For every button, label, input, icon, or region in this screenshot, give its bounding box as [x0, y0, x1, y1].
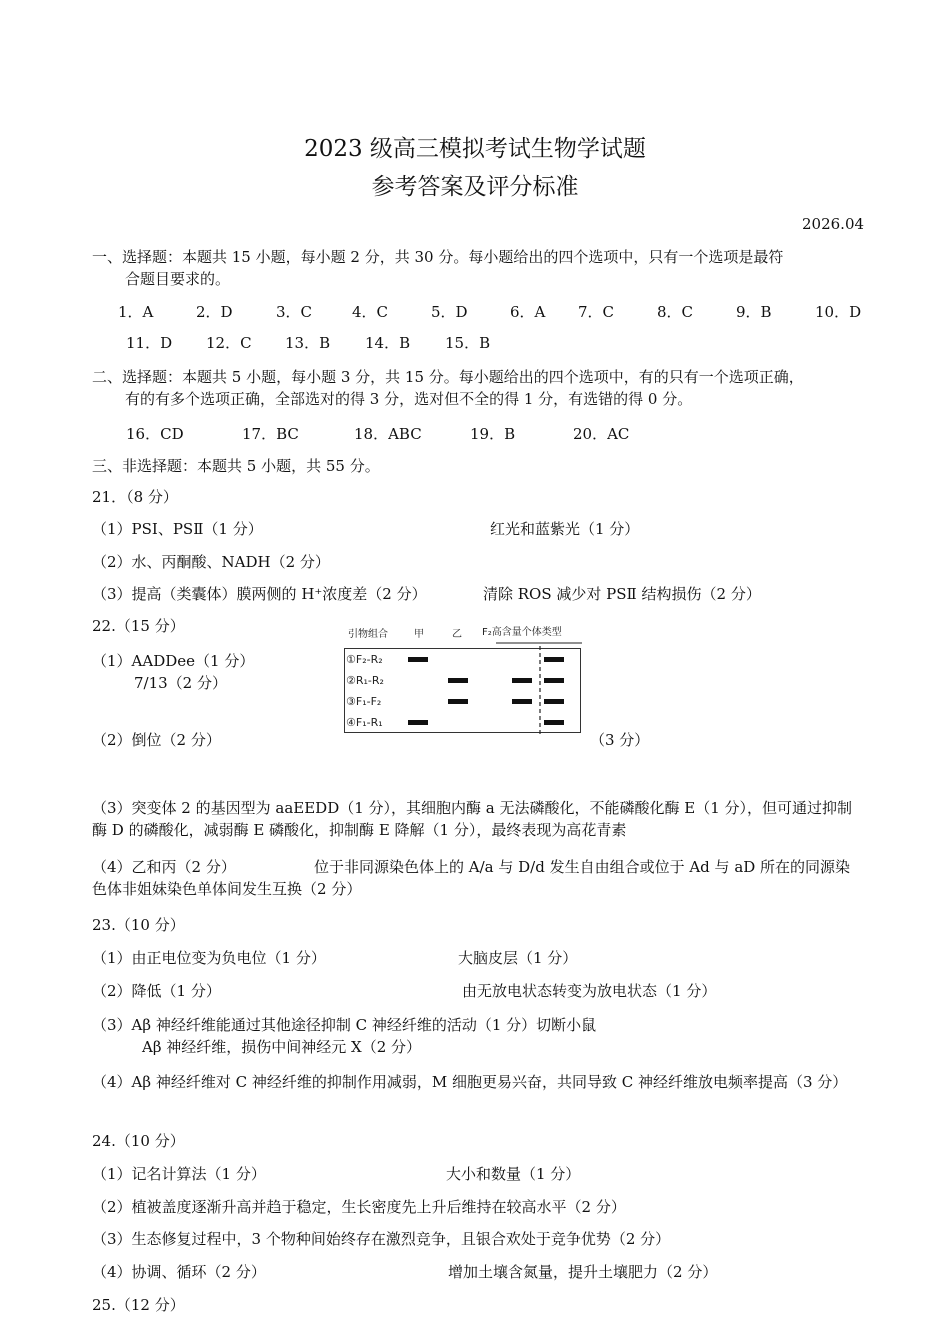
answer-8: 8．C	[657, 303, 694, 321]
q25-title: 25.（12 分）	[92, 1296, 185, 1314]
answer-2: 2．D	[196, 303, 233, 321]
band	[544, 720, 564, 725]
document-date: 2026.04	[802, 215, 865, 233]
band	[512, 699, 532, 704]
q22-title: 22.（15 分）	[92, 617, 185, 635]
q22-answer-3: （3）突变体 2 的基因型为 aaEEDD（1 分），其细胞内酶 a 无法磷酸化，不能磷酸化酶 E（1 分），但可通过抑制酶 D 的磷酸化，减弱酶 E 磷酸化，抑制酶 E 降解（1 分），最终表现为高花青素	[92, 799, 853, 839]
answer-10: 10．D	[815, 303, 862, 321]
q21-title: 21．（8 分）	[92, 488, 178, 506]
answer-15: 15．B	[445, 334, 491, 352]
answer-4: 4．C	[352, 303, 389, 321]
band	[448, 678, 468, 683]
q23-answer-2a: （2）降低（1 分）	[92, 982, 221, 1000]
diagram-header-primers: 引物组合	[348, 629, 388, 640]
page-subtitle: 参考答案及评分标准	[371, 174, 579, 200]
q21-answer-3b: 清除 ROS 减少对 PSⅡ 结构损伤（2 分）	[483, 585, 761, 603]
answer-6: 6．A	[510, 303, 546, 321]
answer-20: 20．AC	[573, 425, 630, 443]
q24-answer-4a: （4）协调、循环（2 分）	[92, 1263, 266, 1281]
q24-answer-1b: 大小和数量（1 分）	[446, 1165, 581, 1183]
q23-answer-2b: 由无放电状态转变为放电状态（1 分）	[462, 982, 717, 1000]
answer-18: 18．ABC	[354, 425, 422, 443]
diagram-row-4-label: ④F₁-R₁	[346, 716, 383, 729]
q23-title: 23.（10 分）	[92, 916, 185, 934]
band	[408, 720, 428, 725]
q22-answer-4b: 位于非同源染色体上的 A/a 与 D/d 发生自由组合或位于 Ad 与 aD 所在的同源染色体非姐妹染色单体间发生互换（2 分）	[92, 858, 851, 898]
q21-answer-3a: （3）提高（类囊体）膜两侧的 H⁺浓度差（2 分）	[92, 585, 427, 603]
section1-heading: 一、选择题：本题共 15 小题，每小题 2 分，共 30 分。每小题给出的四个选项中，只有一个选项是最符	[92, 248, 784, 266]
band	[408, 657, 428, 662]
section2-heading-cont: 有的有多个选项正确，全部选对的得 3 分，选对但不全的得 1 分，有选错的得 0 分。	[125, 390, 693, 408]
q22-answer-2-score: （3 分）	[590, 731, 650, 749]
answer-11: 11．D	[126, 334, 173, 352]
q24-answer-3: （3）生态修复过程中，3 个物种间始终存在激烈竞争，且银合欢处于竞争优势（2 分）	[92, 1230, 671, 1248]
answer-3: 3．C	[276, 303, 313, 321]
answer-13: 13．B	[285, 334, 331, 352]
q22-answer-4a: （4）乙和丙（2 分）	[92, 858, 236, 876]
answer-9: 9．B	[736, 303, 772, 321]
q21-answer-2: （2）水、丙酮酸、NADH（2 分）	[92, 553, 330, 571]
band	[544, 657, 564, 662]
answer-16: 16．CD	[126, 425, 184, 443]
q21-answer-1b: 红光和蓝紫光（1 分）	[490, 520, 640, 538]
diagram-row-2-label: ②R₁-R₂	[346, 674, 384, 687]
answer-14: 14．B	[365, 334, 411, 352]
answer-7: 7．C	[578, 303, 615, 321]
band	[544, 678, 564, 683]
band	[448, 699, 468, 704]
section1-heading-cont: 合题目要求的。	[125, 270, 231, 288]
diagram-header-f2: F₂高含量个体类型	[482, 627, 562, 638]
section2-heading: 二、选择题：本题共 5 小题，每小题 3 分，共 15 分。每小题给出的四个选项中，有的只有一个选项正确，	[92, 368, 804, 386]
q24-answer-4b: 增加土壤含氮量，提升土壤肥力（2 分）	[448, 1263, 718, 1281]
diagram-row-1-label: ①F₂-R₂	[346, 653, 383, 666]
q24-answer-1a: （1）记名计算法（1 分）	[92, 1165, 266, 1183]
q24-title: 24.（10 分）	[92, 1132, 185, 1150]
q22-answer-1: （1）AADDee（1 分） 7/13（2 分）	[92, 652, 255, 692]
diagram-row-3-label: ③F₁-F₂	[346, 695, 382, 708]
q22-answer-2: （2）倒位（2 分）	[92, 731, 221, 749]
q23-answer-3: （3）Aβ 神经纤维能通过其他途径抑制 C 神经纤维的活动（1 分）切断小鼠 Aβ 神经纤维，损伤中间神经元 X（2 分）	[92, 1016, 597, 1056]
q23-answer-4: （4）Aβ 神经纤维对 C 神经纤维的抑制作用减弱，M 细胞更易兴奋，共同导致 C 神经纤维放电频率提高（3 分）	[92, 1073, 848, 1091]
primer-gel-diagram	[344, 622, 588, 734]
answer-5: 5．D	[431, 303, 468, 321]
band	[544, 699, 564, 704]
q21-answer-1a: （1）PSⅠ、PSⅡ（1 分）	[92, 520, 263, 538]
page-title: 2023 级高三模拟考试生物学试题	[304, 136, 646, 162]
q23-answer-1b: 大脑皮层（1 分）	[458, 949, 578, 967]
q23-answer-1a: （1）由正电位变为负电位（1 分）	[92, 949, 326, 967]
answer-12: 12．C	[206, 334, 252, 352]
diagram-header-yi: 乙	[452, 629, 462, 640]
section3-heading: 三、非选择题：本题共 5 小题，共 55 分。	[92, 457, 380, 475]
answer-17: 17．BC	[242, 425, 299, 443]
q24-answer-2: （2）植被盖度逐渐升高并趋于稳定，生长密度先上升后维持在较高水平（2 分）	[92, 1198, 626, 1216]
diagram-header-jia: 甲	[414, 629, 424, 640]
band	[512, 678, 532, 683]
answer-19: 19．B	[470, 425, 516, 443]
answer-1: 1．A	[118, 303, 154, 321]
